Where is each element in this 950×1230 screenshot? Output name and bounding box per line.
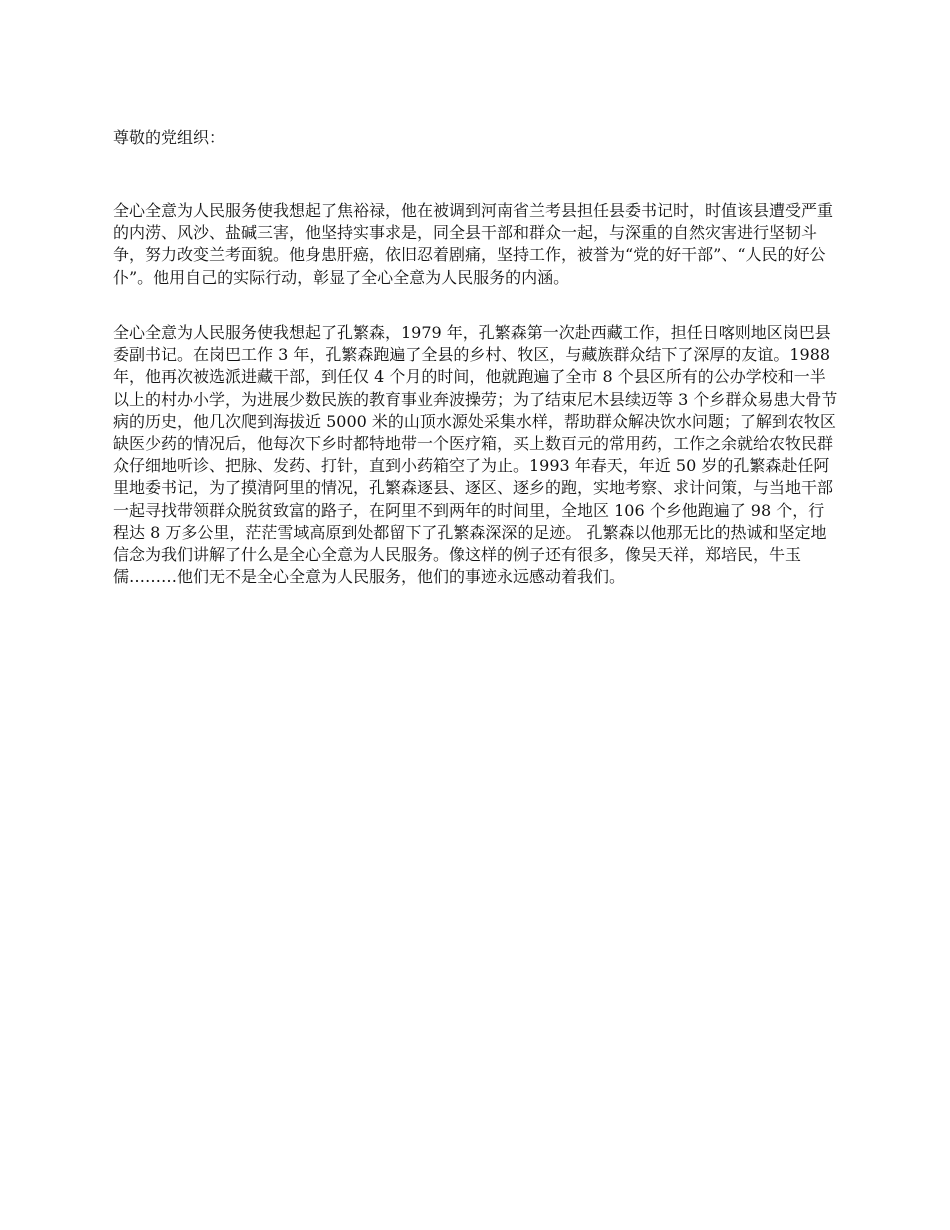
salutation: 尊敬的党组织：	[113, 128, 226, 147]
paragraph-kong-fansen: 全心全意为人民服务使我想起了孔繁森，1979 年，孔繁森第一次赴西藏工作，担任日喀则地区岗巴县委副书记。在岗巴工作 3 年，孔繁森跑遍了全县的乡村、牧区，与藏族群众结下了深厚的友谊。1988 年，他再次被选派进藏干部，到任仅 4 个月的时间，他就跑遍了全市 8 个县区所有的公办学校和一半以上的村办小学，为进展少数民族的教育事业奔波操劳；为了结束尼木县续迈等 3 个乡群众易患大骨节病的历史，他几次爬到海拔近 5000 米的山顶水源处采集水样，帮助群众解决饮水问题；了解到农牧区缺医少药的情况后，他每次下乡时都特地带一个医疗箱，买上数百元的常用药，工作之余就给农牧民群众仔细地听诊、把脉、发药、打针，直到小药箱空了为止。1993 年春天，年近 50 岁的孔繁森赴任阿里地委书记，为了摸清阿里的情况，孔繁森逐县、逐区、逐乡的跑，实地考察、求计问策，与当地干部一起寻找带领群众脱贫致富的路子，在阿里不到两年的时间里，全地区 106 个乡他跑遍了 98 个，行程达 8 万多公里，茫茫雪域高原到处都留下了孔繁森深深的足迹。 孔繁森以他那无比的热诚和坚定地信念为我们讲解了什么是全心全意为人民服务。像这样的例子还有很多，像吴天祥，郑培民，牛玉儒………他们无不是全心全意为人民服务，他们的事迹永远感动着我们。	[113, 323, 838, 587]
paragraph-jiao-yulu: 全心全意为人民服务使我想起了焦裕禄，他在被调到河南省兰考县担任县委书记时，时值该县遭受严重的内涝、风沙、盐碱三害，他坚持实事求是，同全县干部和群众一起，与深重的自然灾害进行坚韧斗争，努力改变兰考面貌。他身患肝癌，依旧忍着剧痛，坚持工作，被誉为“党的好干部”、“人民的好公仆”。他用自己的实际行动，彰显了全心全意为人民服务的内涵。	[113, 201, 834, 287]
